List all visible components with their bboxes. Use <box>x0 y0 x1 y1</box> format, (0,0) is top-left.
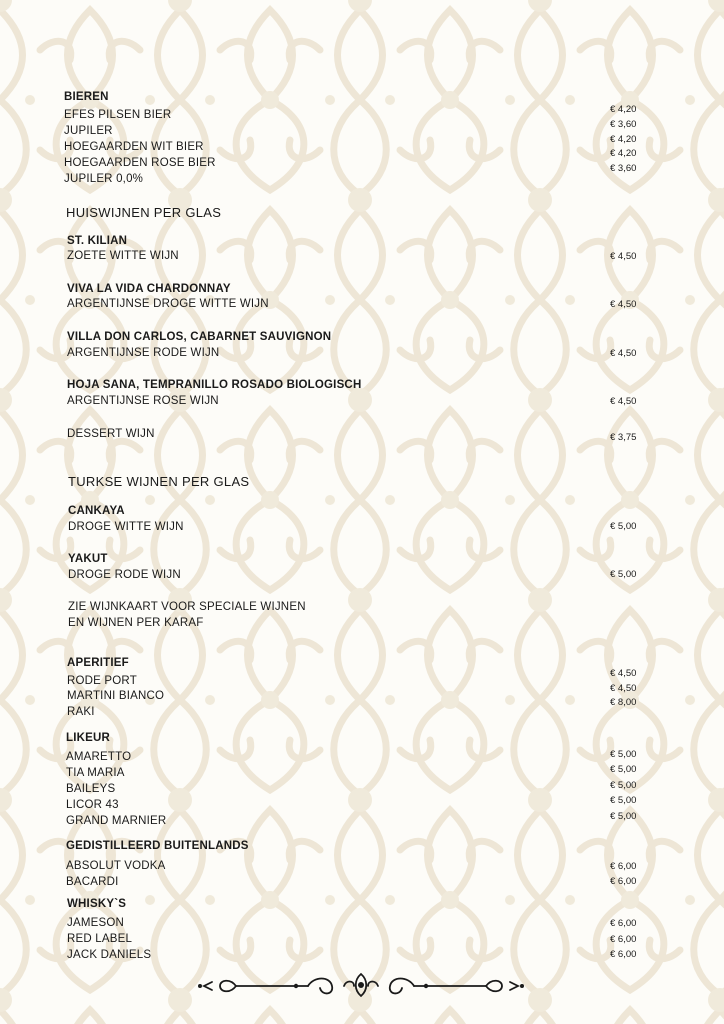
menu-item: BAILEYS <box>66 783 116 795</box>
wine-name: VIVA LA VIDA CHARDONNAY <box>67 283 231 295</box>
price: € 4,20 <box>610 104 637 115</box>
price: € 4,20 <box>610 148 637 159</box>
menu-item: LICOR 43 <box>66 799 119 811</box>
ornament-divider-icon <box>196 968 526 1002</box>
note-line: EN WIJNEN PER KARAF <box>68 617 204 629</box>
price: € 5,00 <box>610 569 637 580</box>
likeur-heading: LIKEUR <box>66 732 111 744</box>
price: € 4,50 <box>610 396 637 407</box>
wine-desc: ARGENTIJNSE RODE WIJN <box>67 347 220 359</box>
wine-name: ST. KILIAN <box>67 235 128 247</box>
price: € 4,20 <box>610 134 637 145</box>
price: € 4,50 <box>610 683 637 694</box>
whisky-heading: WHISKY`S <box>67 898 127 910</box>
turkse-wijnen-heading: TURKSE WIJNEN PER GLAS <box>68 474 250 489</box>
menu-item: RODE PORT <box>67 675 137 687</box>
price: € 5,00 <box>610 749 637 760</box>
price: € 5,00 <box>610 780 637 791</box>
wine-desc: ZOETE WITTE WIJN <box>67 250 179 262</box>
price: € 4,50 <box>610 348 637 359</box>
wine-desc: DROGE RODE WIJN <box>68 569 181 581</box>
wine-desc: ARGENTIJNSE DROGE WITTE WIJN <box>67 298 269 310</box>
wine-desc: ARGENTIJNSE ROSE WIJN <box>67 395 219 407</box>
price: € 6,00 <box>610 949 637 960</box>
menu-item: MARTINI BIANCO <box>67 690 165 702</box>
price: € 5,00 <box>610 811 637 822</box>
price: € 5,00 <box>610 764 637 775</box>
wine-name: HOJA SANA, TEMPRANILLO ROSADO BIOLOGISCH <box>67 379 362 391</box>
menu-item: JAMESON <box>67 917 124 929</box>
menu-item: HOEGAARDEN WIT BIER <box>64 141 204 153</box>
price: € 3,75 <box>610 432 637 443</box>
wine-name: CANKAYA <box>68 505 125 517</box>
menu-item: ABSOLUT VODKA <box>66 860 166 872</box>
menu-item: JUPILER <box>64 125 113 137</box>
price: € 6,00 <box>610 918 637 929</box>
price: € 4,50 <box>610 668 637 679</box>
price: € 6,00 <box>610 861 637 872</box>
price: € 6,00 <box>610 934 637 945</box>
price: € 6,00 <box>610 876 637 887</box>
aperitief-heading: APERITIEF <box>67 657 129 669</box>
wine-desc: DESSERT WIJN <box>67 428 155 440</box>
menu-item: RAKI <box>67 706 95 718</box>
note-line: ZIE WIJNKAART VOOR SPECIALE WIJNEN <box>68 601 306 613</box>
price: € 3,60 <box>610 119 637 130</box>
menu-item: JUPILER 0,0% <box>64 173 144 185</box>
gedistilleerd-heading: GEDISTILLEERD BUITENLANDS <box>66 840 249 852</box>
price: € 4,50 <box>610 251 637 262</box>
huiswijnen-heading: HUISWIJNEN PER GLAS <box>66 205 222 220</box>
price: € 5,00 <box>610 521 637 532</box>
bieren-heading: BIEREN <box>64 91 109 103</box>
menu-item: JACK DANIELS <box>67 949 152 961</box>
menu-item: EFES PILSEN BIER <box>64 109 172 121</box>
wine-desc: DROGE WITTE WIJN <box>68 521 184 533</box>
wine-name: VILLA DON CARLOS, CABARNET SAUVIGNON <box>67 331 332 343</box>
price: € 3,60 <box>610 163 637 174</box>
menu-item: RED LABEL <box>67 933 133 945</box>
menu-item: HOEGAARDEN ROSE BIER <box>64 157 216 169</box>
menu-item: TIA MARIA <box>66 767 125 779</box>
menu-item: GRAND MARNIER <box>66 815 167 827</box>
menu-item: AMARETTO <box>66 751 132 763</box>
wine-name: YAKUT <box>68 553 108 565</box>
price: € 8,00 <box>610 697 637 708</box>
menu-item: BACARDI <box>66 876 119 888</box>
price: € 4,50 <box>610 299 637 310</box>
price: € 5,00 <box>610 795 637 806</box>
